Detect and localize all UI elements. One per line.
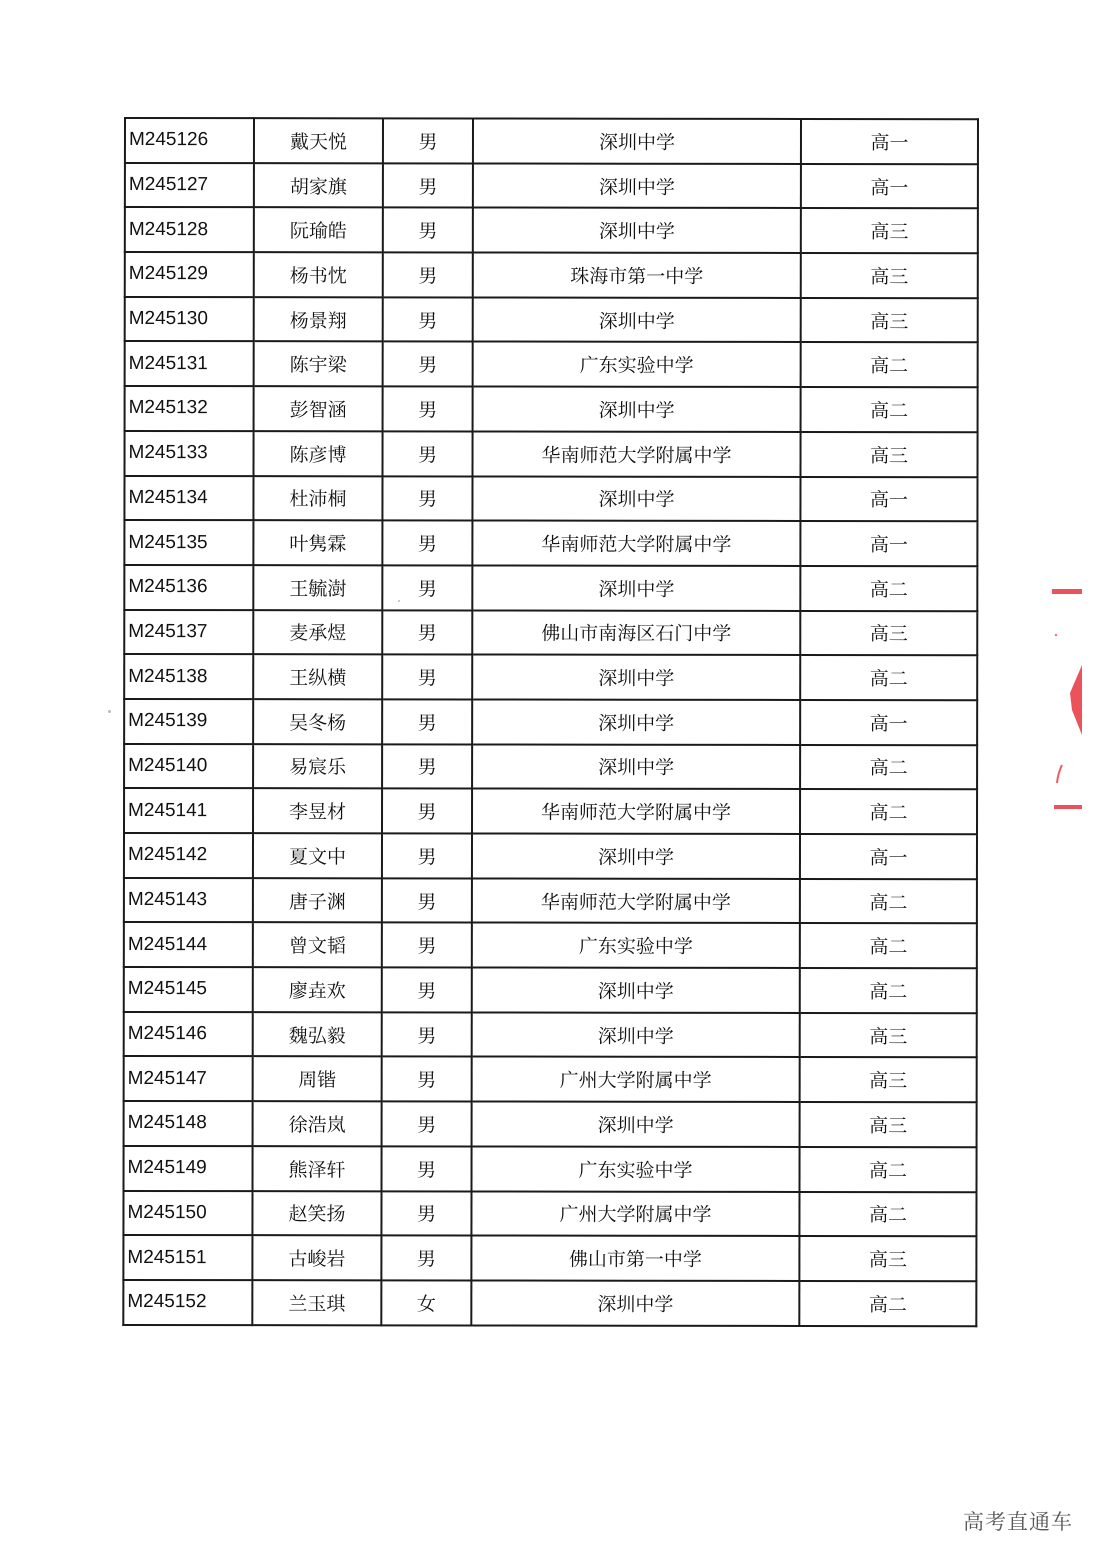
red-seal-stamp-fragment [1048,585,1088,815]
student-id-cell: M245142 [124,833,253,878]
school-cell: 深圳中学 [473,387,801,432]
student-roster-table [122,117,979,1327]
table-row [125,163,978,209]
grade-cell: 高二 [801,387,978,432]
school-cell: 深圳中学 [472,1012,800,1057]
school-cell: 深圳中学 [473,163,801,208]
student-name-cell: 古峻岩 [252,1235,381,1280]
student-name-cell: 唐子渊 [253,878,382,923]
student-name-cell: 陈彦博 [253,431,382,476]
table-row [125,341,978,387]
gender-cell: 男 [382,476,472,521]
table-row [125,386,978,432]
student-name-cell: 杨书忱 [254,252,383,297]
student-id-cell: M245137 [124,610,253,655]
school-cell: 华南师范大学附属中学 [472,878,800,923]
student-id-cell: M245139 [124,699,253,744]
grade-cell: 高一 [800,834,977,879]
gender-cell: 男 [382,1057,472,1102]
grade-cell: 高三 [800,1057,977,1102]
gender-cell: 男 [383,208,473,253]
gender-cell: 男 [382,1146,472,1191]
grade-cell: 高三 [799,1236,976,1281]
grade-cell: 高二 [800,789,977,834]
table-row [124,520,977,566]
school-cell: 华南师范大学附属中学 [472,431,800,476]
student-id-cell: M245140 [124,744,253,789]
student-id-cell: M245147 [124,1056,253,1101]
grade-cell: 高一 [800,700,977,745]
grade-cell: 高一 [801,119,978,164]
student-name-cell: 彭智涵 [254,386,383,431]
student-name-cell: 戴天悦 [254,118,383,163]
gender-cell: 男 [383,297,473,342]
scan-speck [398,600,400,602]
student-id-cell: M245149 [124,1146,253,1191]
student-name-cell: 赵笑扬 [252,1191,381,1236]
student-id-cell: M245131 [125,341,254,386]
school-cell: 广州大学附属中学 [471,1191,799,1236]
grade-cell: 高三 [800,1102,977,1147]
student-name-cell: 廖垚欢 [253,967,382,1012]
school-cell: 深圳中学 [472,565,800,610]
student-name-cell: 陈宇梁 [254,342,383,387]
table-row [124,1101,977,1147]
gender-cell: 男 [382,878,472,923]
school-cell: 深圳中学 [473,118,801,163]
gender-cell: 男 [382,655,472,700]
student-id-cell: M245145 [124,967,253,1012]
grade-cell: 高二 [800,1147,977,1192]
table-row [124,744,977,790]
table-row [124,699,977,745]
student-name-cell: 兰玉琪 [252,1280,381,1325]
table-row [124,565,977,611]
student-name-cell: 麦承煜 [253,610,382,655]
school-cell: 广州大学附属中学 [472,1057,800,1102]
gender-cell: 男 [382,431,472,476]
school-cell: 华南师范大学附属中学 [472,521,800,566]
gender-cell: 男 [382,833,472,878]
student-id-cell: M245151 [123,1235,252,1280]
school-cell: 深圳中学 [472,744,800,789]
grade-cell: 高三 [801,253,978,298]
student-name-cell: 胡家旗 [254,163,383,208]
student-name-cell: 杜沛桐 [253,476,382,521]
student-id-cell: M245132 [125,386,254,431]
table-row [124,1056,977,1102]
student-id-cell: M245127 [125,163,254,208]
school-cell: 深圳中学 [473,208,801,253]
gender-cell: 男 [382,789,472,834]
table-row [124,1012,977,1058]
grade-cell: 高一 [800,521,977,566]
school-cell: 深圳中学 [471,1280,799,1325]
student-id-cell: M245146 [124,1012,253,1057]
school-cell: 深圳中学 [472,476,800,521]
school-cell: 深圳中学 [472,1102,800,1147]
table-row [125,118,978,164]
student-name-cell: 叶隽霖 [253,520,382,565]
table-row [124,654,977,700]
student-name-cell: 熊泽轩 [253,1146,382,1191]
gender-cell: 男 [383,163,473,208]
table-row [123,1235,976,1281]
table-row [124,788,977,834]
student-id-cell: M245150 [123,1191,252,1236]
student-name-cell: 王毓澍 [253,565,382,610]
school-cell: 深圳中学 [472,968,800,1013]
grade-cell: 高三 [800,611,977,656]
grade-cell: 高二 [799,1191,976,1236]
student-id-cell: M245144 [124,922,253,967]
student-id-cell: M245134 [124,476,253,521]
school-cell: 深圳中学 [472,833,800,878]
student-id-cell: M245141 [124,788,253,833]
student-id-cell: M245138 [124,654,253,699]
table-row [124,1146,977,1192]
student-id-cell: M245126 [125,118,254,163]
grade-cell: 高三 [801,298,978,343]
grade-cell: 高一 [800,476,977,521]
table-row [124,431,977,477]
gender-cell: 男 [382,744,472,789]
grade-cell: 高二 [800,879,977,924]
student-name-cell: 吴冬杨 [253,699,382,744]
school-cell: 珠海市第一中学 [473,253,801,298]
gender-cell: 男 [383,342,473,387]
student-name-cell: 杨景翔 [254,297,383,342]
student-name-cell: 阮瑜皓 [254,208,383,253]
gender-cell: 男 [383,118,473,163]
student-id-cell: M245129 [125,252,254,297]
student-id-cell: M245133 [124,431,253,476]
gender-cell: 男 [382,923,472,968]
gender-cell: 男 [382,610,472,655]
gender-cell: 男 [381,1191,471,1236]
grade-cell: 高二 [800,923,977,968]
school-cell: 深圳中学 [473,297,801,342]
student-id-cell: M245135 [124,520,253,565]
table-row [124,833,977,879]
grade-cell: 高二 [800,745,977,790]
student-id-cell: M245143 [124,878,253,923]
table-row [125,297,978,343]
gender-cell: 男 [382,967,472,1012]
grade-cell: 高二 [801,342,978,387]
table-row [124,610,977,656]
school-cell: 广东实验中学 [473,342,801,387]
scan-speck [108,710,111,713]
student-name-cell: 夏文中 [253,833,382,878]
table-row [124,878,977,924]
gender-cell: 男 [382,699,472,744]
roster-body [123,118,978,1326]
gender-cell: 男 [382,1012,472,1057]
school-cell: 佛山市第一中学 [471,1236,799,1281]
student-id-cell: M245128 [125,207,254,252]
gender-cell: 男 [383,252,473,297]
grade-cell: 高二 [799,1281,976,1326]
grade-cell: 高三 [801,208,978,253]
student-name-cell: 魏弘毅 [253,1012,382,1057]
student-name-cell: 王纵横 [253,654,382,699]
gender-cell: 男 [383,386,473,431]
student-id-cell: M245130 [125,297,254,342]
student-id-cell: M245136 [124,565,253,610]
gender-cell: 男 [382,521,472,566]
watermark-text: 高考直通车 [963,1510,1073,1534]
gender-cell: 男 [381,1236,471,1281]
gender-cell: 男 [382,1101,472,1146]
school-cell: 广东实验中学 [472,923,800,968]
table-row [124,476,977,522]
table-row [124,967,977,1013]
grade-cell: 高二 [800,968,977,1013]
grade-cell: 高一 [801,164,978,209]
gender-cell: 男 [382,565,472,610]
table-row [125,252,978,298]
school-cell: 华南师范大学附属中学 [472,789,800,834]
student-id-cell: M245148 [124,1101,253,1146]
table-row [125,207,978,253]
student-name-cell: 徐浩岚 [253,1101,382,1146]
grade-cell: 高二 [800,655,977,700]
grade-cell: 高二 [800,566,977,611]
student-name-cell: 周锴 [253,1057,382,1102]
student-name-cell: 曾文韬 [253,923,382,968]
table-row [123,1191,976,1237]
gender-cell: 女 [381,1280,471,1325]
school-cell: 深圳中学 [472,699,800,744]
school-cell: 广东实验中学 [472,1146,800,1191]
school-cell: 佛山市南海区石门中学 [472,610,800,655]
grade-cell: 高三 [800,1013,977,1058]
school-cell: 深圳中学 [472,655,800,700]
table-row [124,922,977,968]
grade-cell: 高三 [800,432,977,477]
student-name-cell: 李昱材 [253,788,382,833]
table-row [123,1280,976,1326]
student-id-cell: M245152 [123,1280,252,1325]
student-name-cell: 易宸乐 [253,744,382,789]
